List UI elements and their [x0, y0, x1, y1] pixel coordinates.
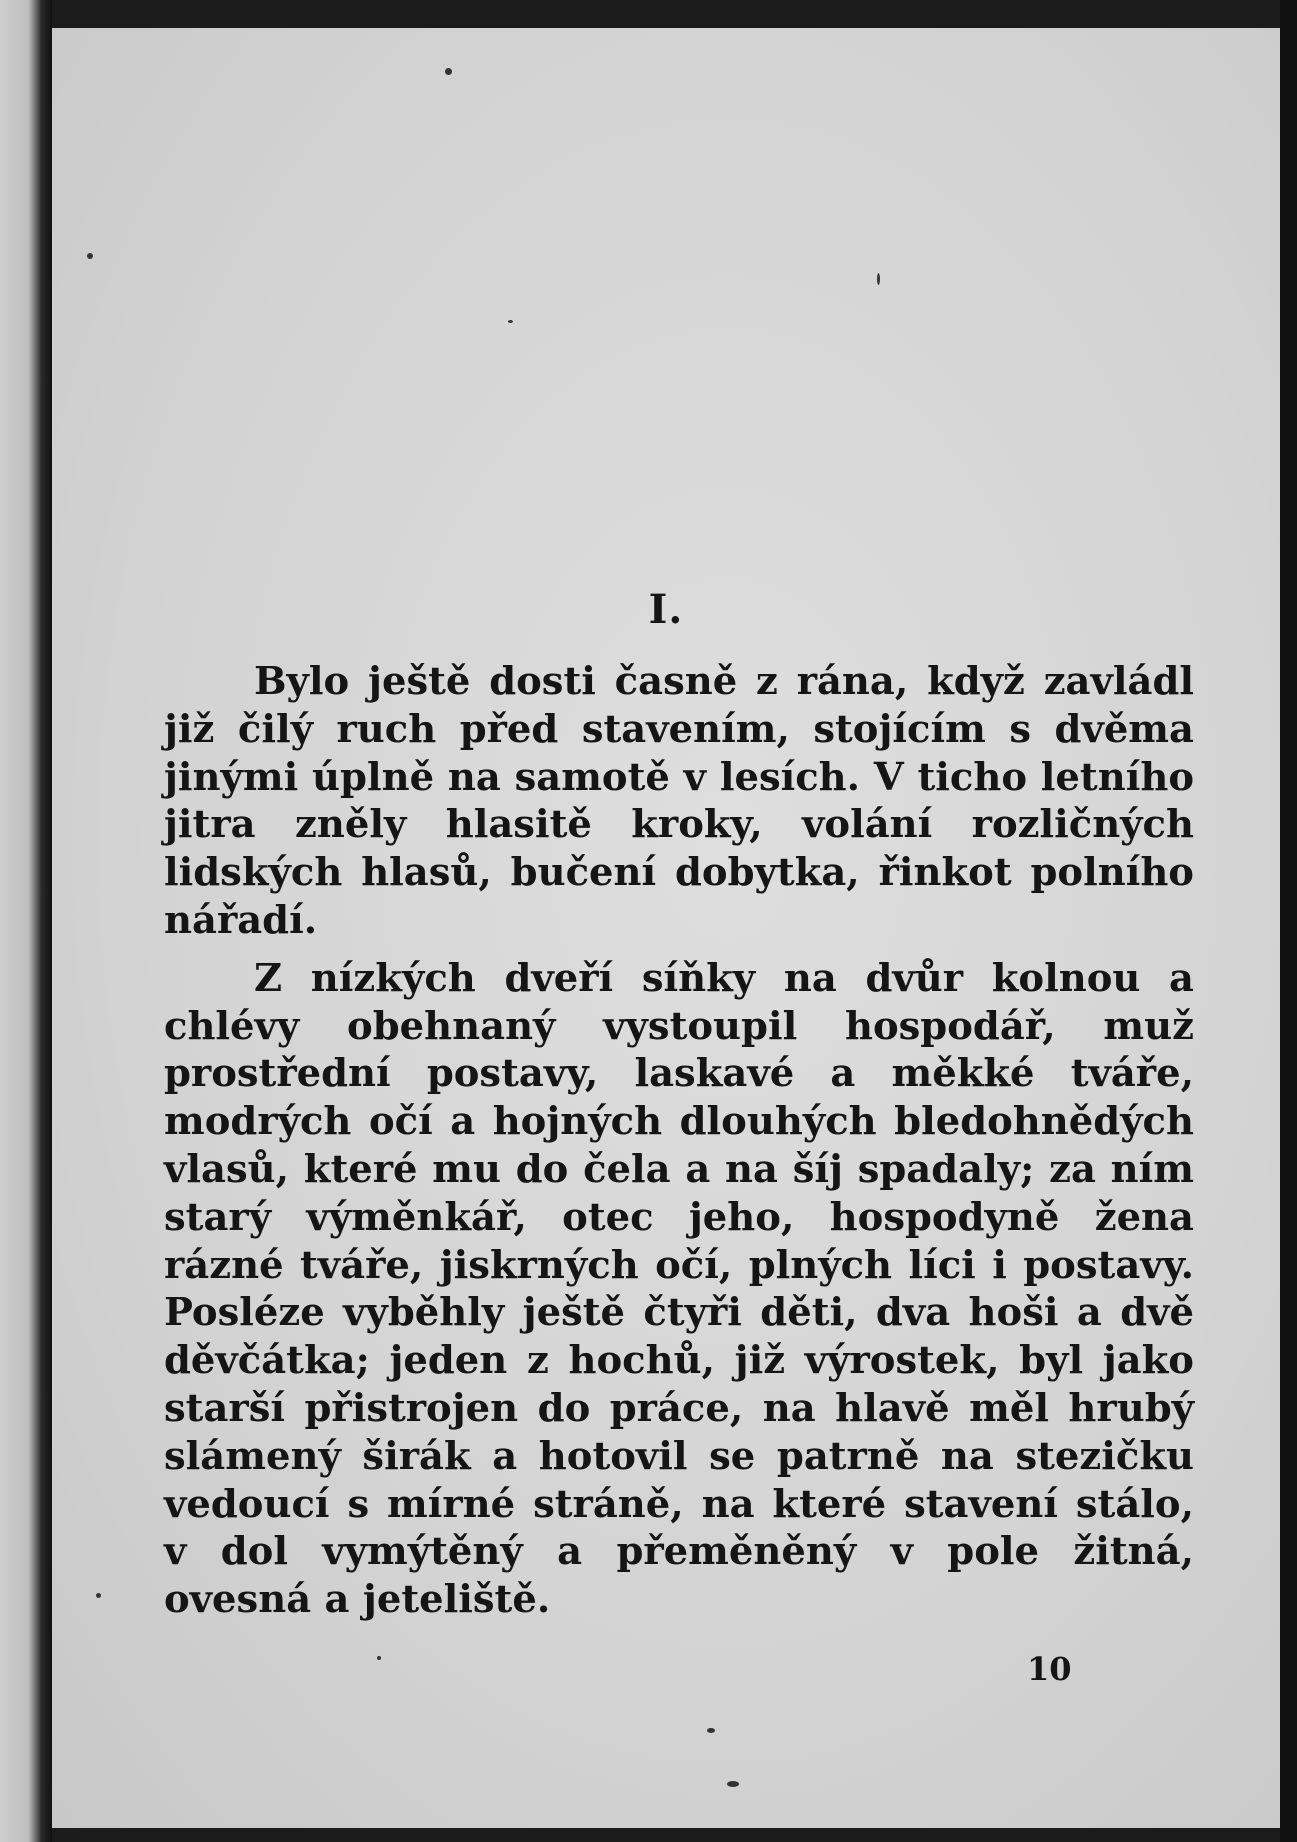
print-speck	[707, 1728, 715, 1733]
paragraph: Z nízkých dveří síňky na dvůr kolnou a chlévy obehnaný vystoupil hospodář, muž prostřední postavy, laskavé a měkké tváře, modrých očí a hojných dlouhých bledohnědých vlasů, které mu do čela a na šíj spadaly; za ním starý výměnkář, otec jeho, hospodyně žena rázné tváře, jiskrných očí, plných líci i postavy. Posléze vyběhly ještě čtyři děti, dva hoši a dvě děvčátka; jeden z hochů, již výrostek, byl jako starší přistrojen do práce, na hlavě měl hrubý slámený širák a hotovil se patrně na stezičku vedoucí s mírné stráně, na které stavení stálo, v dol vymýtěný a přeměněný v pole žitná, ovesná a jeteliště.	[164, 955, 1194, 1623]
paragraph: Bylo ještě dosti časně z rána, když zavládl již čilý ruch před stavením, stojícím s dvěma jinými úplně na samotě v lesích. V ticho letního jitra zněly hlasitě kroky, volání rozličných lidských hlasů, bučení dobytka, řinkot polního nářadí.	[164, 659, 1194, 943]
page-number: 10	[1027, 1650, 1072, 1688]
chapter-heading: I.	[648, 586, 684, 633]
print-speck	[445, 68, 452, 75]
facing-page-edge	[0, 0, 52, 1842]
print-speck	[877, 273, 880, 285]
body-text	[164, 658, 1194, 1624]
print-speck	[727, 1781, 739, 1787]
print-speck	[508, 320, 513, 323]
print-speck	[87, 253, 93, 259]
book-page	[52, 28, 1280, 1828]
print-speck	[96, 1593, 101, 1598]
scan-border	[1280, 0, 1297, 1842]
print-speck	[377, 1656, 381, 1660]
